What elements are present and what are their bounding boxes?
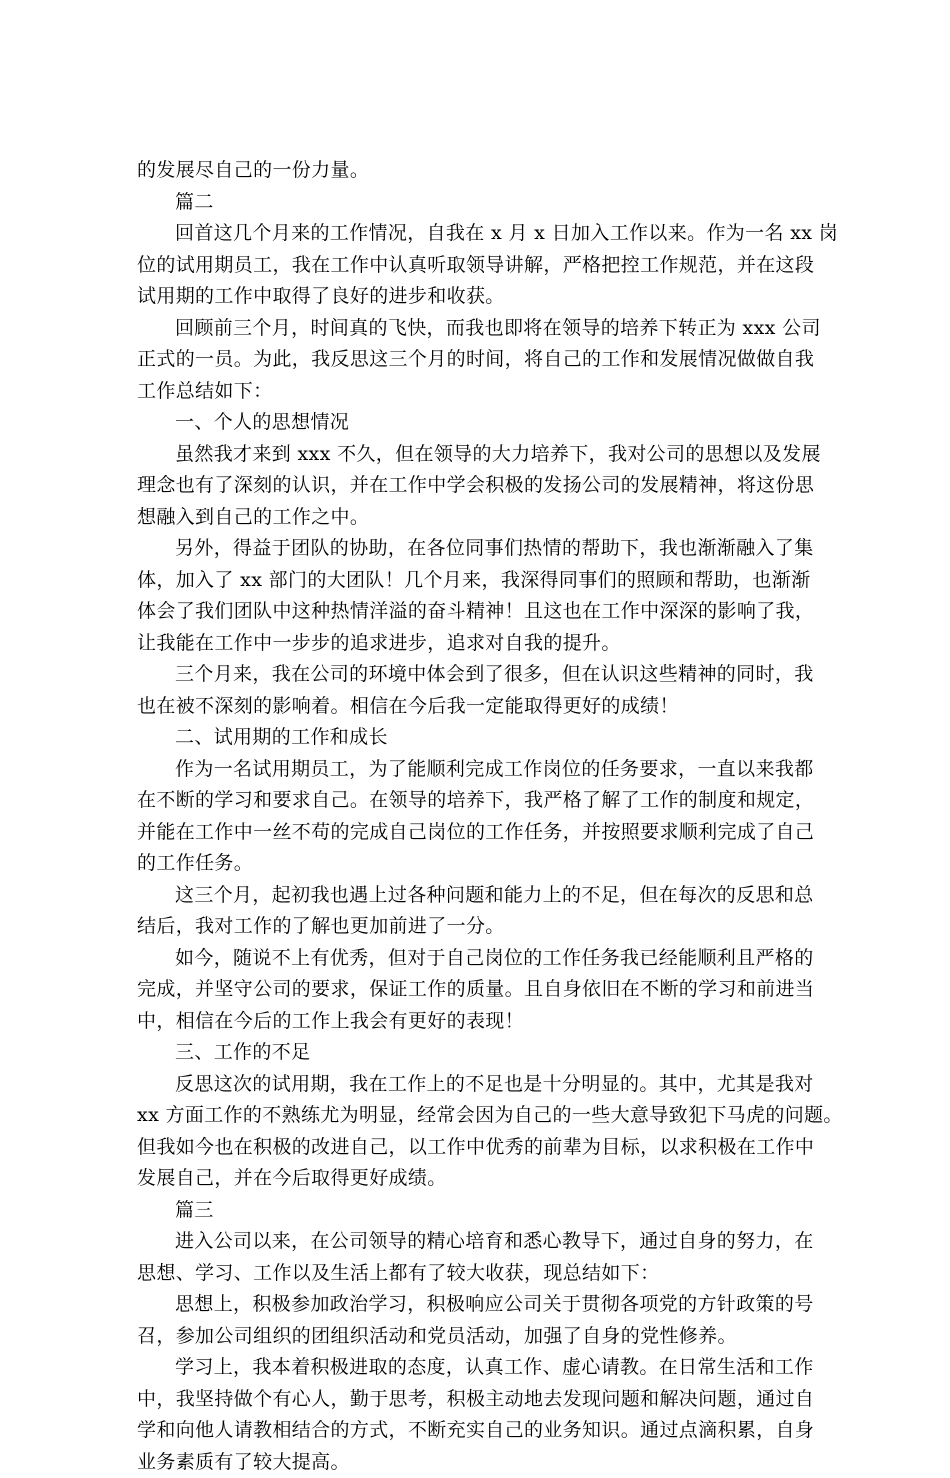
- text-line: 思想、学习、工作以及生活上都有了较大收获，现总结如下：: [137, 1258, 837, 1290]
- text-line: 在不断的学习和要求自己。在领导的培养下，我严格了解了工作的制度和规定，: [137, 785, 837, 817]
- text-line: 篇三: [137, 1195, 837, 1227]
- text-line: 位的试用期员工，我在工作中认真听取领导讲解，严格把控工作规范，并在这段: [137, 250, 837, 282]
- text-line: 虽然我才来到 xxx 不久，但在领导的大力培养下，我对公司的思想以及发展: [137, 439, 837, 471]
- text-line: 正式的一员。为此，我反思这三个月的时间，将自己的工作和发展情况做做自我: [137, 344, 837, 376]
- text-line: xx 方面工作的不熟练尤为明显，经常会因为自己的一些大意导致犯下马虎的问题。: [137, 1100, 837, 1132]
- text-line: 一、个人的思想情况: [137, 407, 837, 439]
- text-line: 进入公司以来，在公司领导的精心培育和悉心教导下，通过自身的努力，在: [137, 1226, 837, 1258]
- text-line: 思想上，积极参加政治学习，积极响应公司关于贯彻各项党的方针政策的号: [137, 1289, 837, 1321]
- text-line: 完成，并坚守公司的要求，保证工作的质量。且自身依旧在不断的学习和前进当: [137, 974, 837, 1006]
- text-line: 三、工作的不足: [137, 1037, 837, 1069]
- text-line: 发展自己，并在今后取得更好成绩。: [137, 1163, 837, 1195]
- text-line: 这三个月，起初我也遇上过各种问题和能力上的不足，但在每次的反思和总: [137, 880, 837, 912]
- text-line: 体会了我们团队中这种热情洋溢的奋斗精神！且这也在工作中深深的影响了我，: [137, 596, 837, 628]
- text-line: 另外，得益于团队的协助，在各位同事们热情的帮助下，我也渐渐融入了集: [137, 533, 837, 565]
- text-line: 业务素质有了较大提高。: [137, 1447, 837, 1478]
- text-line: 但我如今也在积极的改进自己，以工作中优秀的前辈为目标，以求积极在工作中: [137, 1132, 837, 1164]
- document-page: [137, 155, 837, 1478]
- text-line: 结后，我对工作的了解也更加前进了一分。: [137, 911, 837, 943]
- text-line: 三个月来，我在公司的环境中体会到了很多，但在认识这些精神的同时，我: [137, 659, 837, 691]
- document-body: [137, 155, 837, 1478]
- text-line: 体，加入了 xx 部门的大团队！几个月来，我深得同事们的照顾和帮助，也渐渐: [137, 565, 837, 597]
- text-line: 作为一名试用期员工，为了能顺利完成工作岗位的任务要求，一直以来我都: [137, 754, 837, 786]
- text-line: 试用期的工作中取得了良好的进步和收获。: [137, 281, 837, 313]
- text-line: 的发展尽自己的一份力量。: [137, 155, 837, 187]
- text-line: 也在被不深刻的影响着。相信在今后我一定能取得更好的成绩！: [137, 691, 837, 723]
- text-line: 如今，随说不上有优秀，但对于自己岗位的工作任务我已经能顺利且严格的: [137, 943, 837, 975]
- text-line: 理念也有了深刻的认识，并在工作中学会积极的发扬公司的发展精神，将这份思: [137, 470, 837, 502]
- text-line: 反思这次的试用期，我在工作上的不足也是十分明显的。其中，尤其是我对: [137, 1069, 837, 1101]
- text-line: 工作总结如下：: [137, 376, 837, 408]
- text-line: 并能在工作中一丝不苟的完成自己岗位的工作任务，并按照要求顺利完成了自己: [137, 817, 837, 849]
- text-line: 篇二: [137, 187, 837, 219]
- text-line: 中，相信在今后的工作上我会有更好的表现！: [137, 1006, 837, 1038]
- text-line: 学和向他人请教相结合的方式，不断充实自己的业务知识。通过点滴积累，自身: [137, 1415, 837, 1447]
- text-line: 中，我坚持做个有心人，勤于思考，积极主动地去发现问题和解决问题，通过自: [137, 1384, 837, 1416]
- text-line: 学习上，我本着积极进取的态度，认真工作、虚心请教。在日常生活和工作: [137, 1352, 837, 1384]
- text-line: 二、试用期的工作和成长: [137, 722, 837, 754]
- text-line: 召，参加公司组织的团组织活动和党员活动，加强了自身的党性修养。: [137, 1321, 837, 1353]
- text-line: 的工作任务。: [137, 848, 837, 880]
- text-line: 回顾前三个月，时间真的飞快，而我也即将在领导的培养下转正为 xxx 公司: [137, 313, 837, 345]
- text-line: 回首这几个月来的工作情况，自我在 x 月 x 日加入工作以来。作为一名 xx 岗: [137, 218, 837, 250]
- text-line: 让我能在工作中一步步的追求进步，追求对自我的提升。: [137, 628, 837, 660]
- text-line: 想融入到自己的工作之中。: [137, 502, 837, 534]
